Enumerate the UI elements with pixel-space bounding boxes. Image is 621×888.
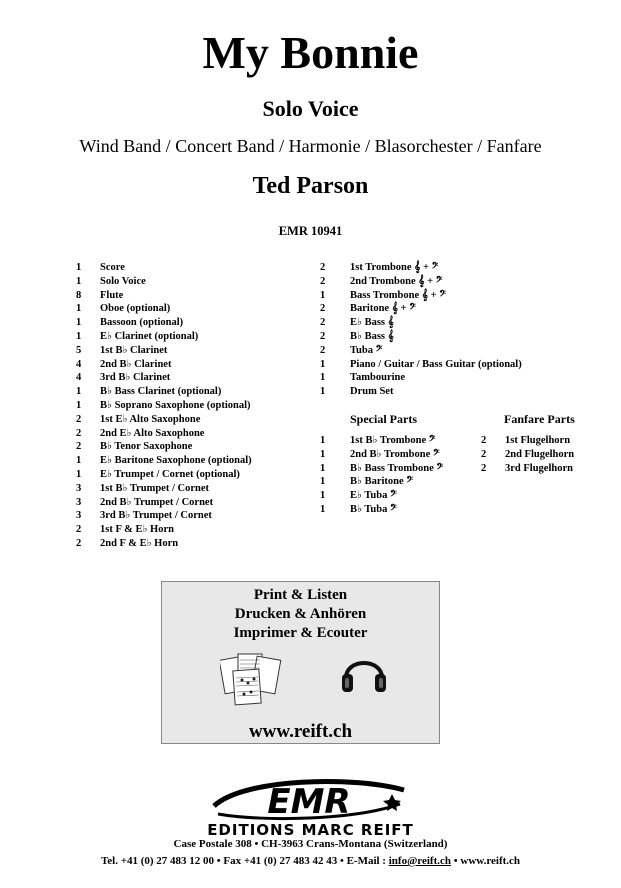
part-row [76, 261, 252, 275]
part-name: E♭ Tuba 𝄢 [350, 490, 397, 502]
part-name: Drum Set [350, 386, 394, 398]
part-row [76, 385, 252, 399]
part-row [76, 427, 252, 441]
part-quantity: 2 [76, 427, 82, 439]
part-name: Tambourine [350, 372, 406, 384]
part-quantity: 1 [320, 289, 326, 301]
part-name: B♭ Baritone 𝄢 [350, 476, 414, 488]
part-row [76, 440, 252, 454]
part-row [76, 468, 252, 482]
part-row [76, 537, 252, 551]
part-name: B♭ Bass Trombone 𝄢 [350, 462, 444, 474]
part-quantity: 1 [320, 503, 326, 515]
part-quantity: 2 [481, 462, 487, 474]
part-name: Oboe (optional) [100, 303, 171, 315]
part-quantity: 1 [76, 468, 82, 480]
part-quantity: 1 [320, 476, 326, 488]
promo-line-drucken: Drucken & Anhören [234, 606, 367, 622]
part-quantity: 1 [76, 262, 82, 273]
catalog-number: EMR 10941 [278, 224, 343, 238]
special-parts-list [320, 434, 443, 517]
separator: • [451, 855, 461, 867]
special-parts-heading: Special Parts [350, 412, 417, 426]
fanfare-parts-list [481, 434, 574, 475]
publisher-address: Case Postale 308 • CH-3963 Crans-Montana (Switzerland) [173, 838, 448, 850]
ensemble-line: Wind Band / Concert Band / Harmonie / Blasorchester / Fanfare [79, 136, 542, 156]
tel-fax-text: Tel. +41 (0) 27 483 12 00 • Fax +41 (0) 27 483 42 43 • E-Mail : [100, 855, 389, 867]
part-row [76, 399, 252, 413]
part-quantity: 2 [320, 344, 326, 356]
part-name: B♭ Bass 𝄞 [350, 330, 394, 342]
part-quantity: 4 [76, 372, 82, 384]
part-name: 1st F & E♭ Horn [100, 524, 174, 536]
part-row [76, 371, 252, 385]
part-quantity: 1 [76, 275, 82, 287]
part-row [320, 385, 522, 399]
part-quantity: 1 [76, 317, 82, 329]
part-row [320, 358, 522, 372]
part-quantity: 3 [76, 496, 82, 508]
part-name: B♭ Tenor Saxophone [100, 441, 193, 453]
part-quantity: 1 [76, 386, 82, 398]
part-row [320, 371, 522, 385]
part-name: Tuba 𝄢 [350, 344, 383, 356]
part-name: 3rd B♭ Trumpet / Cornet [100, 510, 212, 522]
part-row [76, 496, 252, 510]
brand-name: EDITIONS MARC REIFT [207, 821, 414, 839]
part-row [76, 482, 252, 496]
part-name: Bass Trombone 𝄞 + 𝄢 [350, 289, 446, 301]
part-name: 2nd B♭ Trombone 𝄢 [350, 448, 440, 460]
part-row [320, 448, 443, 462]
part-quantity: 1 [76, 399, 82, 411]
part-name: 3rd B♭ Clarinet [100, 372, 171, 384]
part-row [76, 523, 252, 537]
part-quantity: 1 [320, 372, 326, 384]
part-row [76, 509, 252, 523]
part-row [320, 316, 522, 330]
part-quantity: 2 [76, 524, 82, 536]
part-row [320, 503, 443, 517]
part-row [76, 413, 252, 427]
part-quantity: 1 [76, 455, 82, 467]
part-name: Bassoon (optional) [100, 317, 184, 329]
part-row [320, 344, 522, 358]
part-row [76, 344, 252, 358]
part-quantity: 2 [320, 275, 326, 287]
part-name: Flute [100, 289, 124, 301]
part-row [320, 289, 522, 303]
part-quantity: 3 [76, 510, 82, 522]
part-row [481, 434, 574, 448]
emr-logo [204, 776, 418, 822]
part-name: Solo Voice [100, 275, 146, 287]
part-quantity: 1 [76, 330, 82, 342]
parts-list-right [320, 261, 522, 399]
sheet-music-icon [220, 650, 282, 708]
contact-line [0, 855, 621, 867]
part-name: 1st E♭ Alto Saxophone [100, 413, 201, 425]
part-quantity: 1 [320, 462, 326, 474]
headphones-icon [340, 648, 388, 694]
part-row [320, 475, 443, 489]
part-quantity: 1 [320, 448, 326, 460]
part-name: 2nd Trombone 𝄞 + 𝄢 [350, 275, 443, 287]
part-row [76, 302, 252, 316]
part-row [320, 462, 443, 476]
part-name: 2nd F & E♭ Horn [100, 537, 179, 549]
part-row [320, 330, 522, 344]
part-name: 1st B♭ Trumpet / Cornet [100, 482, 209, 494]
part-quantity: 2 [320, 262, 326, 273]
part-name: B♭ Tuba 𝄢 [350, 503, 397, 515]
part-name: B♭ Bass Clarinet (optional) [100, 386, 222, 398]
part-row [76, 316, 252, 330]
page-title: My Bonnie [202, 27, 419, 78]
part-quantity: 2 [320, 317, 326, 329]
part-quantity: 1 [320, 358, 326, 370]
emr-logo-text: EMR [267, 782, 351, 822]
part-quantity: 2 [320, 303, 326, 315]
part-quantity: 2 [481, 435, 487, 446]
part-quantity: 2 [76, 441, 82, 453]
composer-name: Ted Parson [252, 173, 369, 199]
part-name: 1st Flugelhorn [505, 435, 571, 446]
part-name: 1st B♭ Trombone 𝄢 [350, 435, 436, 446]
part-quantity: 5 [76, 344, 82, 356]
part-quantity: 1 [76, 303, 82, 315]
part-name: E♭ Baritone Saxophone (optional) [100, 455, 252, 467]
part-name: Baritone 𝄞 + 𝄢 [350, 303, 416, 315]
part-row [76, 358, 252, 372]
part-quantity: 3 [76, 482, 82, 494]
part-row [320, 261, 522, 275]
part-name: E♭ Trumpet / Cornet (optional) [100, 468, 240, 480]
part-quantity: 4 [76, 358, 82, 370]
part-quantity: 8 [76, 289, 82, 301]
part-name: 1st B♭ Clarinet [100, 344, 168, 356]
part-name: 2nd Flugelhorn [505, 448, 575, 460]
part-name: 2nd B♭ Clarinet [100, 358, 172, 370]
part-quantity: 2 [481, 448, 487, 460]
part-name: Score [100, 262, 125, 273]
part-row [320, 489, 443, 503]
part-quantity: 2 [320, 330, 326, 342]
part-name: 2nd E♭ Alto Saxophone [100, 427, 205, 439]
part-quantity: 1 [320, 435, 326, 446]
part-name: E♭ Bass 𝄞 [350, 317, 394, 329]
part-row [481, 448, 574, 462]
promo-line-print-listen: Print & Listen [253, 587, 348, 603]
part-row [76, 275, 252, 289]
part-quantity: 1 [320, 386, 326, 398]
website-link[interactable]: www.reift.ch [460, 855, 521, 867]
promo-website-link[interactable]: www.reift.ch [248, 721, 353, 742]
part-name: 3rd Flugelhorn [505, 462, 573, 474]
part-quantity: 2 [76, 413, 82, 425]
part-row [76, 289, 252, 303]
subtitle: Solo Voice [262, 96, 359, 121]
part-name: E♭ Clarinet (optional) [100, 330, 199, 342]
part-row [76, 454, 252, 468]
print-listen-box[interactable] [161, 581, 440, 744]
part-name: B♭ Soprano Saxophone (optional) [100, 399, 251, 411]
part-row [76, 330, 252, 344]
part-quantity: 2 [76, 537, 82, 549]
part-name: 2nd B♭ Trumpet / Cornet [100, 496, 214, 508]
parts-list-left [76, 261, 252, 551]
part-name: 1st Trombone 𝄞 + 𝄢 [350, 262, 439, 273]
part-row [320, 434, 443, 448]
part-name: Piano / Guitar / Bass Guitar (optional) [350, 358, 522, 370]
part-quantity: 1 [320, 490, 326, 502]
part-row [320, 302, 522, 316]
email-link[interactable]: info@reift.ch [388, 855, 452, 867]
part-row [481, 462, 574, 476]
promo-line-imprimer: Imprimer & Ecouter [233, 625, 368, 641]
part-row [320, 275, 522, 289]
fanfare-parts-heading: Fanfare Parts [504, 412, 575, 426]
